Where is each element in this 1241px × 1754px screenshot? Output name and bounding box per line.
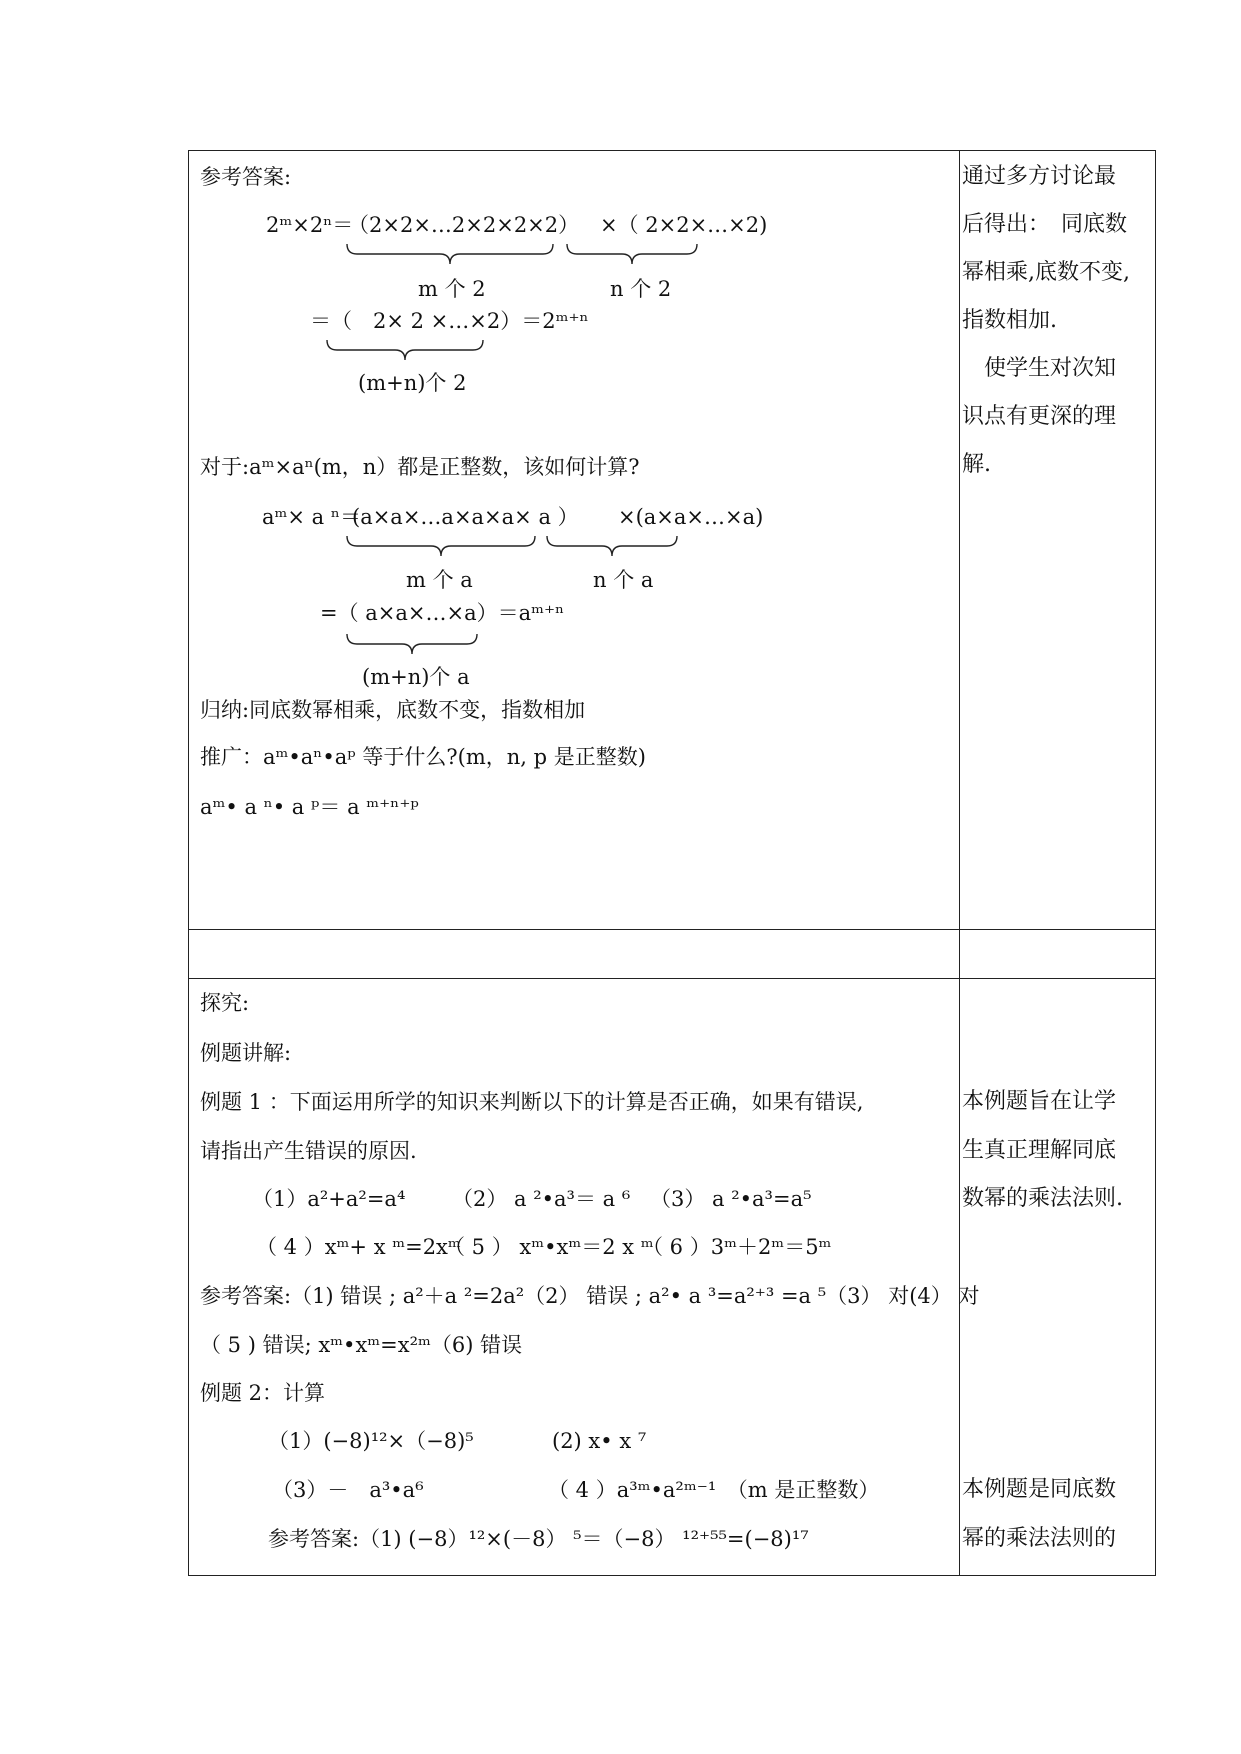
- example-heading: 例题讲解:: [200, 1041, 292, 1065]
- example1-item-2: （2） a ²•a³＝ a ⁶: [452, 1187, 631, 1211]
- example1-item-3: （3） a ²•a³=a⁵: [650, 1187, 812, 1211]
- explore-heading: 探究:: [200, 991, 250, 1015]
- answer-heading: 参考答案:: [200, 165, 292, 189]
- equation2-part1: (a×a×…a×a×a× a ）: [352, 505, 579, 529]
- example2-item-3: （3）－ a³•a⁶: [272, 1478, 424, 1502]
- brace-mn-2: [325, 338, 485, 362]
- side1-line-6: 识点有更深的理: [962, 404, 1117, 429]
- example2-heading: 例题 2：计算: [200, 1381, 326, 1405]
- equation1-part1: （2×2×…2×2×2×2）: [348, 213, 580, 237]
- side2-line-2: 生真正理解同底: [962, 1138, 1117, 1163]
- extend-text: 推广：aᵐ•aⁿ•aᵖ 等于什么?(m，n, p 是正整数): [200, 745, 646, 769]
- brace-n-2: [565, 242, 700, 266]
- equation1-part2: ×（ 2×2×…×2): [600, 213, 768, 237]
- equation2-line2: =（ a×a×…×a）＝aᵐ⁺ⁿ: [320, 601, 565, 625]
- side1-line-4: 指数相加.: [962, 308, 1057, 333]
- extend-answer: aᵐ• a ⁿ• a ᵖ＝ a ᵐ⁺ⁿ⁺ᵖ: [200, 795, 419, 819]
- brace-label-ma: m 个 a: [406, 568, 473, 592]
- brace-label-mn: (m+n)个 2: [358, 371, 467, 395]
- example1-line1: 例题 1 ：下面运用所学的知识来判断以下的计算是否正确，如果有错误,: [200, 1090, 864, 1114]
- answer1-line2: （ 5 ) 错误; xᵐ•xᵐ=x²ᵐ（6) 错误: [200, 1333, 523, 1357]
- equation2-lhs: aᵐ× a ⁿ＝: [262, 505, 361, 529]
- brace-label-n: n 个 2: [610, 277, 672, 301]
- equation1-lhs: 2ᵐ×2ⁿ＝: [266, 213, 354, 237]
- side2-line-4: 本例题是同底数: [962, 1477, 1117, 1502]
- brace-n-a: [545, 534, 680, 558]
- side2-line-1: 本例题旨在让学: [962, 1089, 1117, 1114]
- side2-line-3: 数幂的乘法法则.: [962, 1186, 1123, 1211]
- brace-label-na: n 个 a: [593, 568, 654, 592]
- brace-mn-a: [345, 632, 480, 656]
- side1-line-7: 解.: [962, 452, 991, 477]
- brace-m-2: [345, 242, 555, 266]
- side1-line-2: 后得出： 同底数: [962, 212, 1128, 237]
- brace-label-mna: (m+n)个 a: [362, 665, 470, 689]
- example1-item-6: （ 6 ）3ᵐ＋2ᵐ＝5ᵐ: [642, 1235, 832, 1259]
- side1-line-5: 使学生对次知: [962, 356, 1117, 381]
- example1-item-4: （ 4 ）xᵐ+ x ᵐ=2xᵐ: [256, 1235, 461, 1259]
- brace-label-m: m 个 2: [418, 277, 486, 301]
- row-divider-2: [189, 978, 1155, 979]
- question-text: 对于:aᵐ×aⁿ(m，n）都是正整数，该如何计算?: [200, 455, 640, 479]
- example1-line2: 请指出产生错误的原因.: [200, 1139, 417, 1163]
- answer1-line1: 参考答案:（1) 错误 ; a²＋a ²=2a²（2） 错误 ; a²• a ³=a²⁺³ =a ⁵（3） 对(4） 对: [200, 1284, 980, 1308]
- example2-item-4: （ 4 ）a³ᵐ•a²ᵐ⁻¹ （m 是正整数）: [548, 1478, 880, 1502]
- summary-text: 归纳:同底数幂相乘，底数不变，指数相加: [200, 698, 586, 722]
- column-divider: [959, 151, 960, 1575]
- answer2-text: 参考答案:（1) (−8）¹²×(－8） ⁵＝（−8） ¹²⁺⁵⁵=(−8)¹⁷: [268, 1527, 809, 1551]
- side1-line-1: 通过多方讨论最: [962, 164, 1117, 189]
- brace-m-a: [345, 534, 537, 558]
- side1-line-3: 幂相乘,底数不变,: [962, 260, 1130, 285]
- example2-item-1: （1）(−8)¹²×（−8)⁵: [268, 1429, 474, 1453]
- example1-item-5: （ 5 ） xᵐ•xᵐ＝2 x ᵐ: [444, 1235, 654, 1259]
- row-divider-1: [189, 929, 1155, 930]
- side2-line-5: 幂的乘法法则的: [962, 1526, 1117, 1551]
- example2-item-2: (2) x• x ⁷: [552, 1429, 647, 1453]
- equation1-line2: ＝（ 2× 2 ×…×2）＝2ᵐ⁺ⁿ: [310, 309, 589, 333]
- example1-item-1: （1）a²+a²=a⁴: [252, 1187, 406, 1211]
- equation2-part2: ×(a×a×…×a): [618, 505, 764, 529]
